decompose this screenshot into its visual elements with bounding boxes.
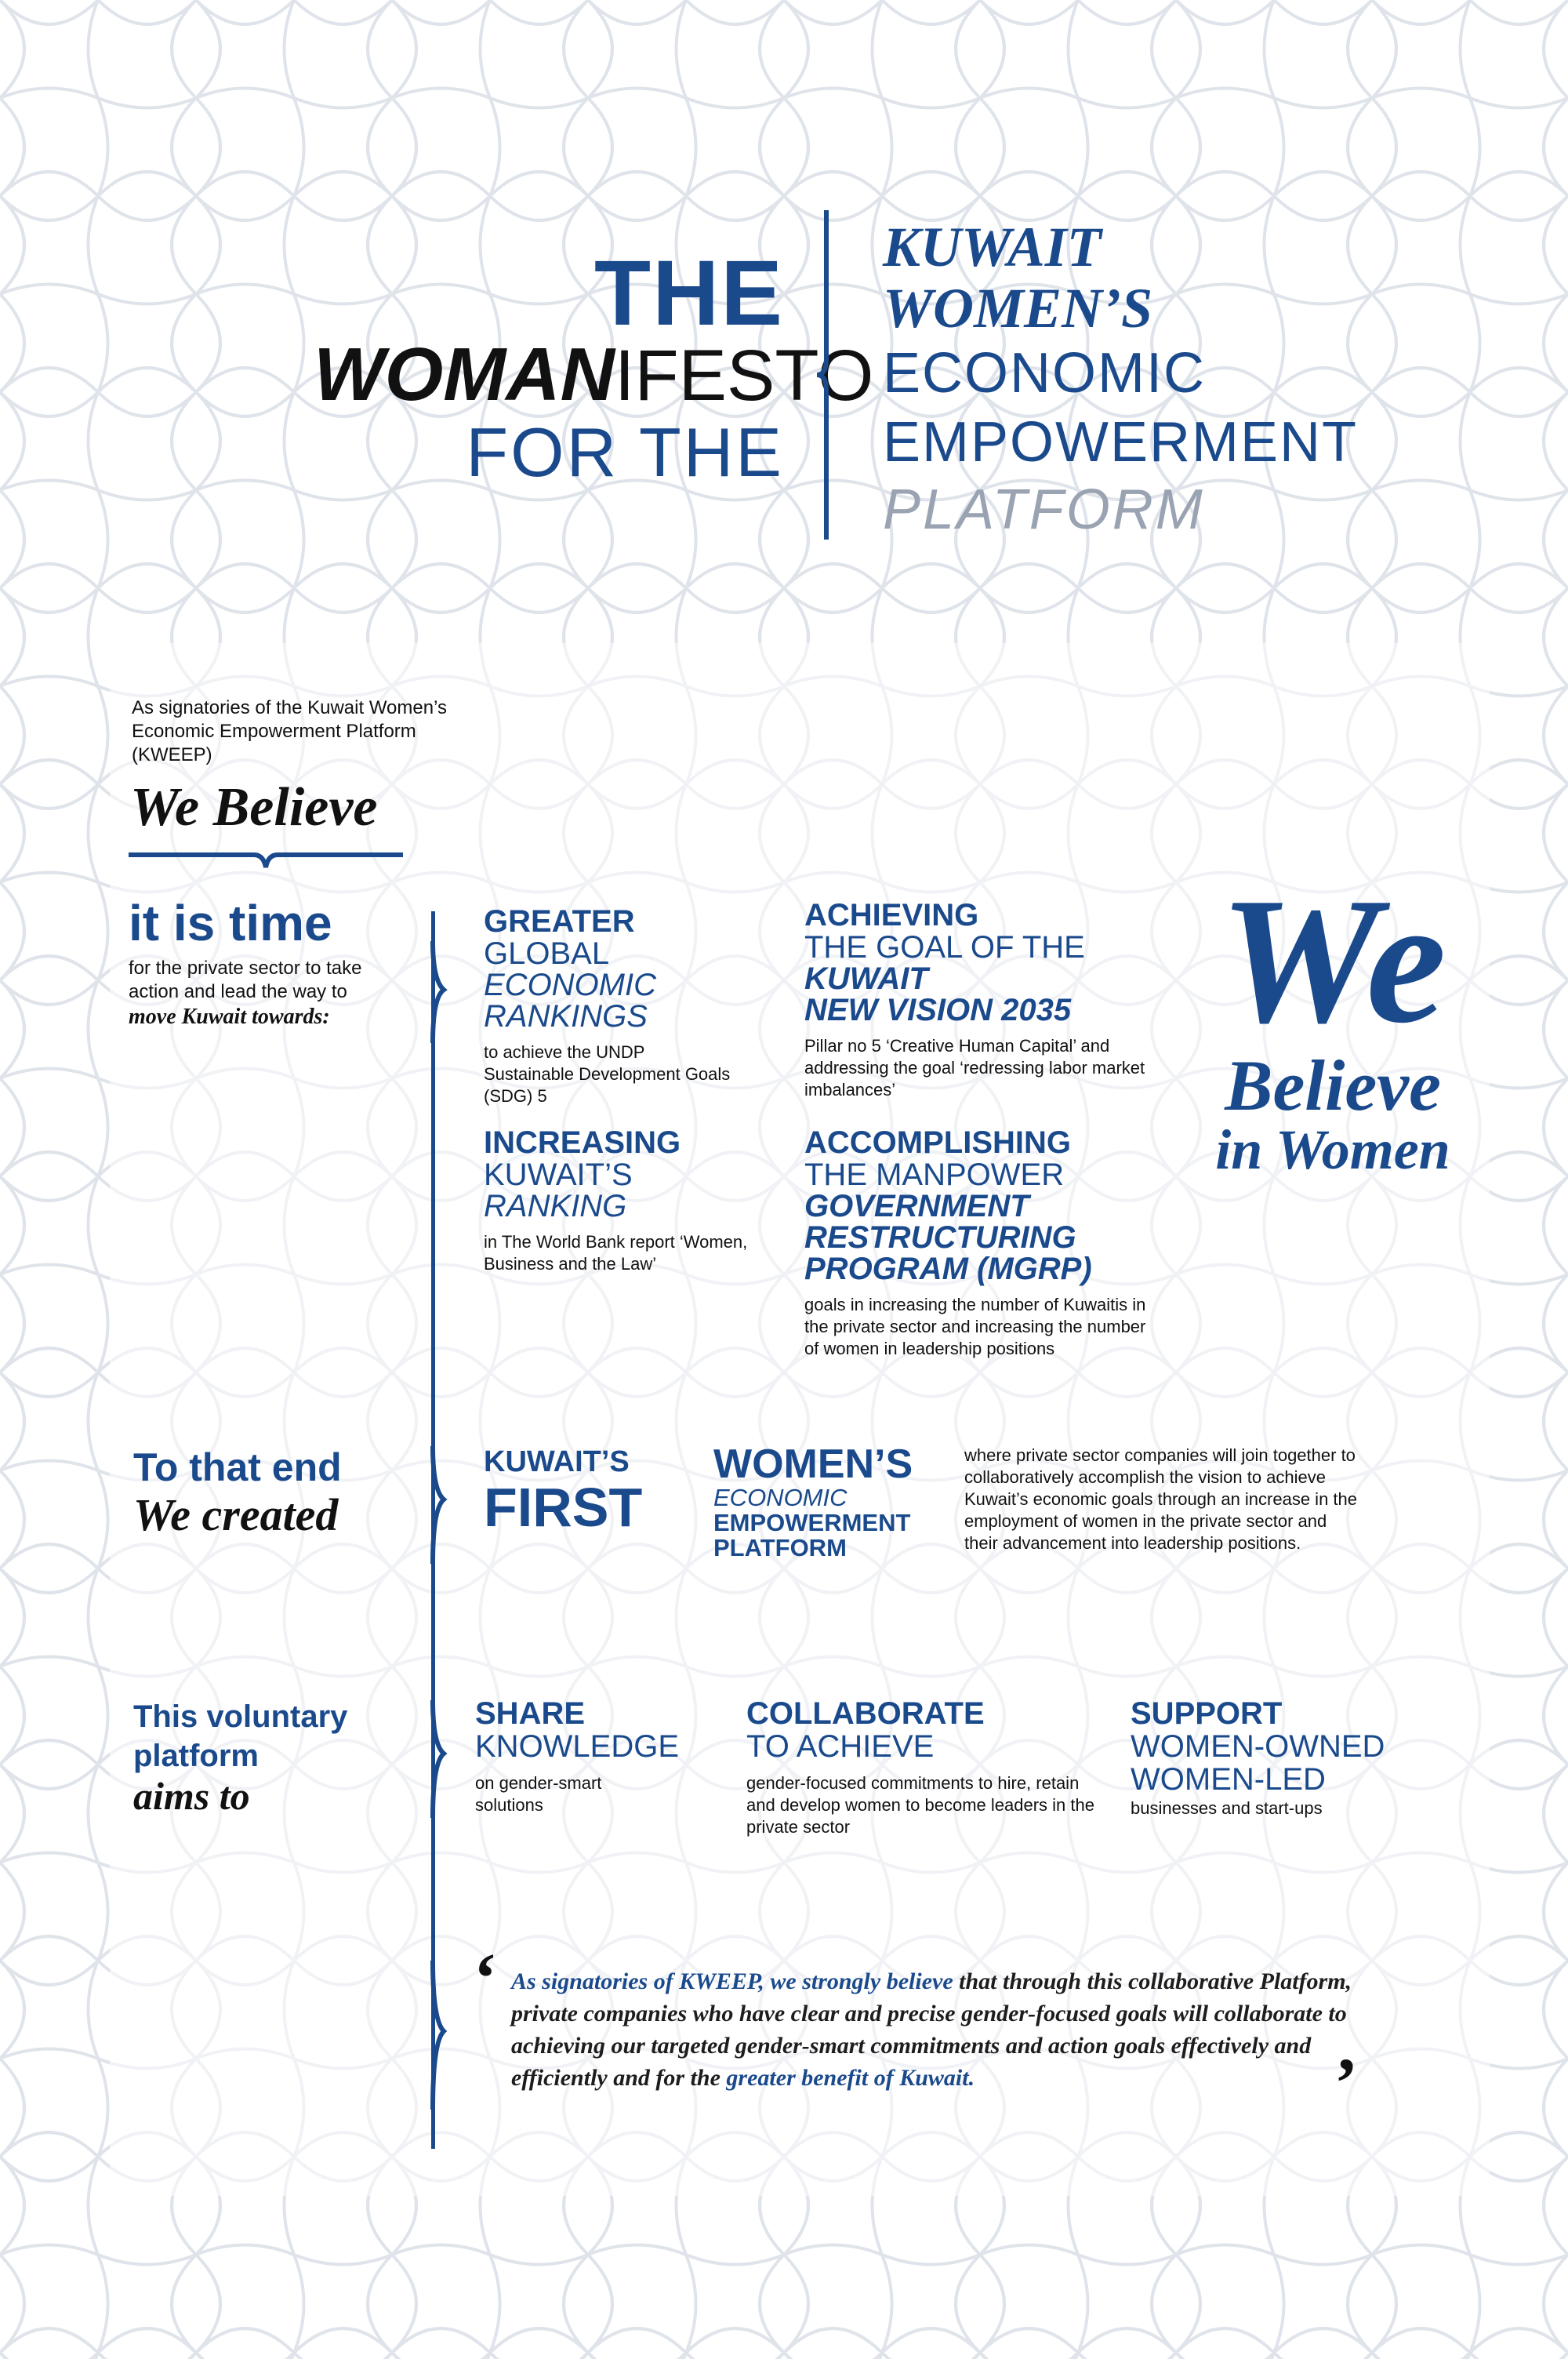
item-line: THE MANPOWER: [804, 1158, 1065, 1192]
item-line: PROGRAM (MGRP): [804, 1252, 1092, 1286]
item-desc: goals in increasing the number of Kuwaitis in the private sector and increasing the number of women in leadership positions: [804, 1295, 1146, 1358]
plat-l4: PLATFORM: [713, 1534, 847, 1561]
title-woman: WOMAN: [314, 333, 615, 416]
quote-open-mark: ‘: [474, 1939, 497, 2017]
big-we: We: [1219, 860, 1446, 1060]
created-left: [133, 1445, 400, 1540]
title-platform: PLATFORM: [883, 478, 1205, 541]
we-believe-underline: [129, 850, 403, 874]
item-desc: to achieve the UNDP Sustainable Development Goals (SDG) 5: [484, 1042, 731, 1106]
item-line: GOVERNMENT: [804, 1189, 1029, 1223]
item-line: ECONOMIC: [484, 968, 656, 1002]
aims-heading2: platform: [133, 1739, 259, 1773]
time-left: [129, 894, 411, 1030]
item-line: KUWAIT: [804, 961, 928, 996]
quote-close-mark: ’: [1334, 2045, 1358, 2122]
time-item-global-rankings: [484, 905, 750, 1107]
item-line: WOMEN-OWNED: [1131, 1729, 1385, 1764]
first-l2: FIRST: [484, 1477, 643, 1538]
first-l1: KUWAIT’S: [484, 1445, 630, 1478]
we-believe-heading: We Believe: [130, 777, 378, 838]
item-line: GLOBAL: [484, 936, 610, 971]
item-line: ACCOMPLISHING: [804, 1125, 1071, 1160]
item-line: RANKING: [484, 1189, 627, 1223]
created-desc: where private sector companies will join together to collaboratively accomplish the vision to achieve Kuwait’s economic goals through an increase in the employment of women in the private sector and their advancement into leadership positions.: [964, 1445, 1358, 1553]
item-line: SHARE: [475, 1696, 586, 1731]
aims-item-share: [475, 1697, 734, 1816]
created-first: [484, 1445, 642, 1536]
item-desc: gender-focused commitments to hire, retain and develop women to become leaders in the private sector: [746, 1773, 1094, 1837]
bracket-time: [420, 941, 452, 1051]
bracket-aims: [420, 1700, 452, 1818]
time-item-mgrp: [804, 1126, 1181, 1360]
time-emphasis: move Kuwait towards:: [129, 1005, 330, 1029]
item-line: KNOWLEDGE: [475, 1729, 680, 1764]
closing-text-1: that through this collaborative Platform, private companies who have clear and precise gender-focused goals will collaborate to achieving our targeted gender-smart commitments and action goals effectively and efficiently and for the: [511, 1968, 1352, 2091]
aims-left: [133, 1697, 400, 1816]
aims-heading3: aims to: [133, 1774, 250, 1818]
time-heading: it is time: [129, 895, 332, 951]
plat-l1: WOMEN’S: [713, 1441, 913, 1487]
plat-l3: EMPOWERMENT: [713, 1509, 911, 1536]
item-line: THE GOAL OF THE: [804, 930, 1085, 965]
time-item-world-bank: [484, 1126, 782, 1275]
title-ifesto: IFESTO: [614, 336, 874, 416]
time-text: for the private sector to take action and lead the way to: [129, 958, 362, 1002]
item-line: RESTRUCTURING: [804, 1220, 1076, 1255]
closing-blue-1: As signatories of KWEEP, we strongly believe: [511, 1968, 953, 1994]
created-platform: [713, 1443, 913, 1561]
bracket-created: [420, 1446, 452, 1564]
closing-blue-2: greater benefit of Kuwait.: [726, 2065, 975, 2091]
title-right: [883, 216, 1432, 543]
item-line: RANKINGS: [484, 999, 648, 1034]
item-line: NEW VISION 2035: [804, 993, 1072, 1027]
title-the: THE: [594, 242, 784, 345]
created-heading2: We created: [133, 1489, 339, 1540]
item-line: ACHIEVING: [804, 898, 979, 932]
item-line: INCREASING: [484, 1125, 681, 1160]
big-believe: Believe: [1225, 1045, 1441, 1125]
title-bracket: [812, 210, 844, 540]
big-we-believe: [1176, 860, 1490, 1181]
item-desc: on gender-smart solutions: [475, 1773, 602, 1815]
created-heading1: To that end: [133, 1445, 342, 1489]
time-item-vision-2035: [804, 899, 1196, 1101]
big-in-women: in Women: [1215, 1118, 1450, 1181]
bracket-closing: [420, 1961, 452, 2110]
item-line: SUPPORT: [1131, 1696, 1283, 1731]
item-desc: Pillar no 5 ‘Creative Human Capital’ and addressing the goal ‘redressing labor market imbalances’: [804, 1036, 1145, 1100]
closing-quote: [511, 1965, 1366, 2094]
title-left: [314, 242, 874, 492]
aims-heading1: This voluntary: [133, 1699, 348, 1734]
title-kuwait: KUWAIT: [883, 216, 1102, 278]
title-womens: WOMEN’S: [883, 277, 1153, 340]
item-line: GREATER: [484, 904, 635, 939]
title-womanifesto: [314, 333, 874, 416]
item-line: KUWAIT’S: [484, 1158, 633, 1192]
plat-l2: ECONOMIC: [713, 1484, 848, 1511]
title-for-the: FOR THE: [466, 413, 784, 491]
item-line: COLLABORATE: [746, 1696, 985, 1731]
title-economic: ECONOMIC: [883, 342, 1206, 405]
item-line: TO ACHIEVE: [746, 1729, 935, 1764]
aims-item-support: [1131, 1697, 1444, 1819]
item-desc: in The World Bank report ‘Women, Business and the Law’: [484, 1232, 748, 1274]
item-desc: businesses and start-ups: [1131, 1798, 1323, 1818]
title-empowerment: EMPOWERMENT: [883, 411, 1358, 474]
item-line: WOMEN-LED: [1131, 1762, 1326, 1797]
signatories-text: As signatories of the Kuwait Women’s Economic Empowerment Platform (KWEEP): [132, 697, 447, 765]
aims-item-collaborate: [746, 1697, 1099, 1838]
